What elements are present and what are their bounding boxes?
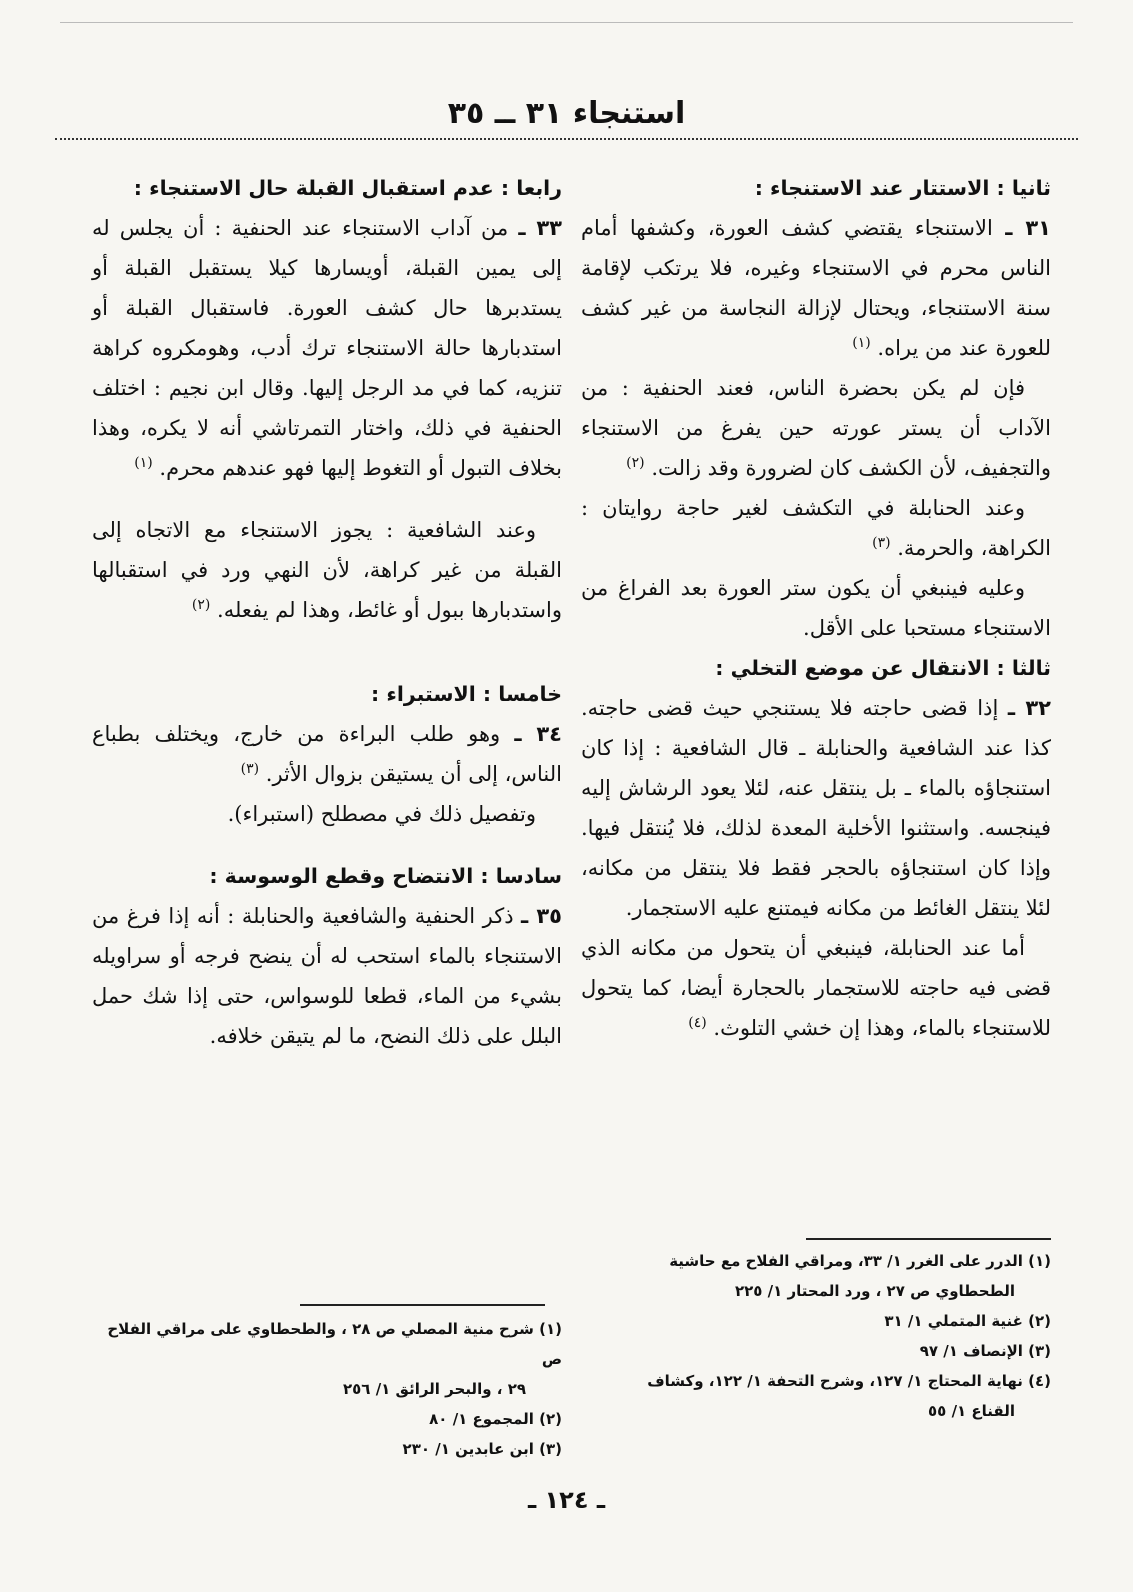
paragraph-text: أما عند الحنابلة، فينبغي أن يتحول من مكانه الذي قضى فيه حاجته للاستجمار بالحجارة أيضا، كما يتحول للاستنجاء بالماء، وهذا إن خشي التلوث. <box>581 936 1051 1040</box>
footnote-reference: (٣) <box>872 535 891 551</box>
paragraph-text: إذا قضى حاجته فلا يستنجي حيث قضى حاجته. كذا عند الشافعية والحنابلة ـ قال الشافعية : إذا كان استنجاؤه بالماء ـ بل ينتقل عنه، لئلا يعود الرشاش إليه فينجسه. واستثنوا الأخلية المعدة لذلك، فلا يُنتقل فيها. وإذا كان استنجاؤه بالحجر فقط فلا ينتقل من مكانه، لئلا ينتقل الغائط من مكانه فيمتنع عليه الاستجمار. <box>581 696 1051 920</box>
footnote-1: (١) الدرر على الغرر ١/ ٣٣، ومراقي الفلاح مع حاشية <box>669 1252 1051 1270</box>
paragraph-31-conclusion: وعليه فينبغي أن يكون ستر العورة بعد الفراغ من الاستنجاء مستحبا على الأقل. <box>581 576 1051 640</box>
paragraph-number: ٣١ ـ <box>1005 216 1051 240</box>
spacer <box>92 834 562 856</box>
footnote-1: (١) شرح منية المصلي ص ٢٨ ، والطحطاوي على مراقي الفلاح ص <box>107 1320 562 1368</box>
paragraph-number: ٣٤ ـ <box>514 722 562 746</box>
paragraph-text: من آداب الاستنجاء عند الحنفية : أن يجلس له إلى يمين القبلة، أويسارها كيلا يستقبل القبلة أو يستدبرها حال كشف العورة. فاستقبال القبلة أو استدبارها حالة الاستنجاء ترك أدب، وهومكروه كراهة تنزيه، كما في مد الرجل إليها. وقال ابن نجيم : اختلف الحنفية في ذلك، واختار التمرتاشي أنه لا يكره، وهذا بخلاف التبول أو التغوط إليها فهو عندهم محرم. <box>92 216 562 480</box>
footnote-rule-right <box>806 1238 1051 1240</box>
paragraph-33-shafii <box>92 510 562 630</box>
paragraph-35 <box>92 896 562 1056</box>
paragraph-text: فإن لم يكن بحضرة الناس، فعند الحنفية : من الآداب أن يستر عورته حين يفرغ من الاستنجاء والتجفيف، لأن الكشف كان لضرورة وقد زالت. <box>581 376 1051 480</box>
footnote-1-continued: ٢٩ ، والبحر الرائق ١/ ٢٥٦ <box>343 1380 526 1398</box>
spacer <box>92 488 562 510</box>
paragraph-text: وهو طلب البراءة من خارج، ويختلف بطباع الناس، إلى أن يستيقن بزوال الأثر. <box>92 722 562 786</box>
left-column <box>92 168 562 1056</box>
paragraph-34 <box>92 714 562 794</box>
footnote-2: (٢) المجموع ١/ ٨٠ <box>429 1410 562 1428</box>
paragraph-number: ٣٥ ـ <box>521 904 562 928</box>
footnotes-left <box>92 1314 562 1464</box>
footnote-2: (٢) غنية المتملي ١/ ٣١ <box>884 1312 1051 1330</box>
spacer <box>92 630 562 674</box>
footnote-1-continued: الطحطاوي ص ٢٧ ، ورد المحتار ١/ ٢٢٥ <box>734 1282 1015 1300</box>
paragraph-text: ذكر الحنفية والشافعية والحنابلة : أنه إذا فرغ من الاستنجاء بالماء استحب له أن ينضح فرجه أو سراويله بشيء من الماء، قطعا للوسواس، حتى إذا شك حمل البلل على ذلك النضح، ما لم يتيقن خلافه. <box>92 904 562 1048</box>
footnotes-right <box>581 1246 1051 1426</box>
scan-edge-line <box>60 22 1073 23</box>
paragraph-33 <box>92 208 562 488</box>
paragraph-number: ٣٣ ـ <box>518 216 562 240</box>
footnote-4: (٤) نهاية المحتاج ١/ ١٢٧، وشرح التحفة ١/ ١٢٢، وكشاف <box>647 1372 1051 1390</box>
footnote-reference: (٢) <box>191 597 211 613</box>
footnote-reference: (٢) <box>626 455 645 471</box>
footnote-reference: (١) <box>852 335 871 351</box>
section-heading-sadisan: سادسا : الانتضاح وقطع الوسوسة : <box>209 864 562 888</box>
paragraph-text: الاستنجاء يقتضي كشف العورة، وكشفها أمام الناس محرم في الاستنجاء وغيره، فلا يرتكب لإقامة سنة الاستنجاء، ويحتال لإزالة النجاسة من غير كشف للعورة عند من يراه. <box>581 216 1051 360</box>
paragraph-31-hanafi <box>581 368 1051 488</box>
section-heading-khamisan: خامسا : الاستبراء : <box>371 682 562 706</box>
paragraph-text: وعند الشافعية : يجوز الاستنجاء مع الاتجاه إلى القبلة من غير كراهة، لأن النهي ورد في استقبالها واستدبارها ببول أو غائط، وهذا لم يفعله. <box>92 518 562 622</box>
paragraph-32 <box>581 688 1051 928</box>
right-column <box>581 168 1051 1048</box>
paragraph-text: وعند الحنابلة في التكشف لغير حاجة روايتان : الكراهة، والحرمة. <box>581 496 1051 560</box>
paragraph-34-detail: وتفصيل ذلك في مصطلح (استبراء). <box>227 802 536 826</box>
header-dotted-rule <box>55 138 1078 140</box>
paragraph-31-hanbali <box>581 488 1051 568</box>
section-heading-thaniyan: ثانيا : الاستتار عند الاستنجاء : <box>754 176 1051 200</box>
footnote-4-continued: القناع ١/ ٥٥ <box>928 1402 1015 1420</box>
page-header-title: استنجاء ٣١ ــ ٣٥ <box>447 96 686 131</box>
footnote-reference: (٣) <box>240 761 260 777</box>
section-heading-thalithan: ثالثا : الانتقال عن موضع التخلي : <box>715 656 1051 680</box>
paragraph-number: ٣٢ ـ <box>1007 696 1051 720</box>
paragraph-31 <box>581 208 1051 368</box>
section-heading-rabiaan: رابعا : عدم استقبال القبلة حال الاستنجاء : <box>133 176 562 200</box>
paragraph-32-hanbali <box>581 928 1051 1048</box>
page-number: ـ ١٢٤ ـ <box>527 1486 606 1514</box>
footnote-reference: (٤) <box>688 1015 707 1031</box>
footnote-rule-left <box>300 1304 545 1306</box>
footnote-3: (٣) ابن عابدين ١/ ٢٣٠ <box>402 1440 562 1458</box>
footnote-reference: (١) <box>134 455 153 471</box>
footnote-3: (٣) الإنصاف ١/ ٩٧ <box>919 1342 1051 1360</box>
